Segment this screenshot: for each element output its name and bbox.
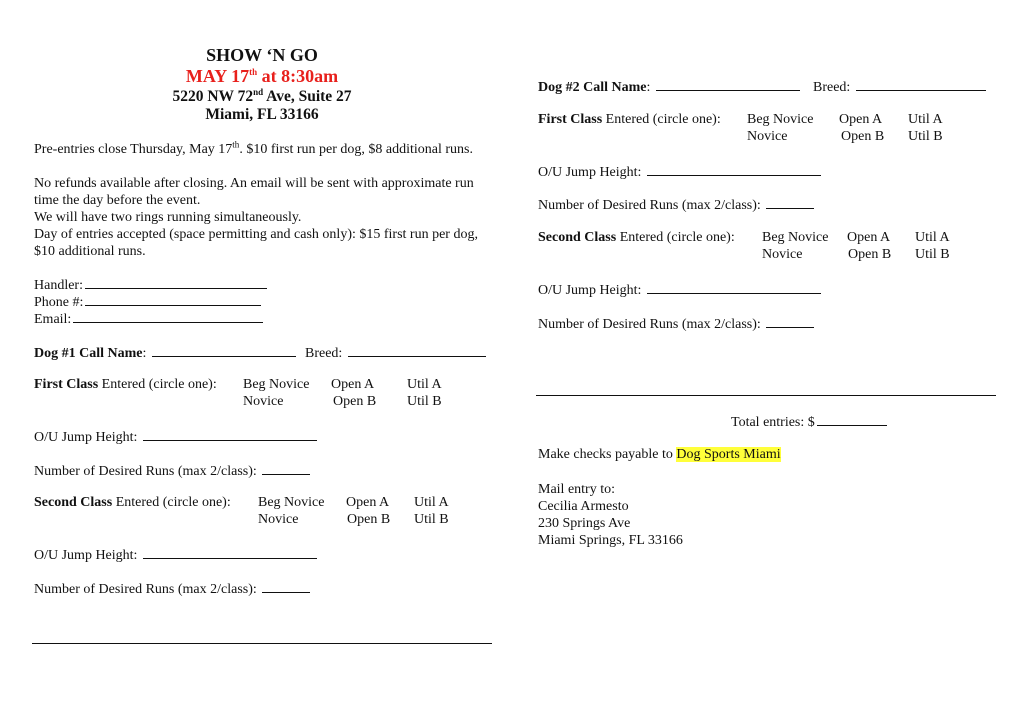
dog2-first-opt-open-a[interactable]: Open A [839,112,883,127]
dog1-second-opt-open-a[interactable]: Open A [346,495,390,510]
email-blank[interactable] [73,310,263,323]
info-preentry: Pre-entries close Thursday, May 17th. $10 first run per dog, $8 additional runs. [34,139,473,157]
dog1-second-jump-height-blank[interactable] [143,546,317,559]
event-address-line2: Miami, FL 33166 [205,106,319,123]
event-date: MAY 17th at 8:30am [185,66,339,86]
dog2-second-jump-height-field[interactable]: O/U Jump Height: [538,281,821,299]
dog1-call-name-field[interactable]: Dog #1 Call Name: [34,344,296,362]
dog2-second-class-label: Second Class Entered (circle one): [538,230,735,245]
event-address-line1: 5220 NW 72nd Ave, Suite 27 [172,86,352,105]
dog1-second-runs-blank[interactable] [262,580,310,593]
dog1-second-jump-height-field[interactable]: O/U Jump Height: [34,546,317,564]
dog2-second-opt-open-a[interactable]: Open A [847,230,891,245]
dog2-first-opt-beg-novice[interactable]: Beg Novice [747,112,814,127]
phone-field[interactable]: Phone #: [34,293,261,311]
right-divider [536,395,996,396]
dog2-second-opt-open-b[interactable]: Open B [848,247,892,262]
dog2-breed-blank[interactable] [856,78,986,91]
dog2-second-opt-novice[interactable]: Novice [762,247,803,262]
dog1-first-jump-height-blank[interactable] [143,428,317,441]
dog1-first-opt-beg-novice[interactable]: Beg Novice [243,377,310,392]
handler-field[interactable]: Handler: [34,276,267,294]
checks-payable-line: Make checks payable to Dog Sports Miami [538,447,781,462]
dog2-first-opt-util-a[interactable]: Util A [908,112,943,127]
dog1-first-class-label: First Class Entered (circle one): [34,377,217,392]
dog2-first-opt-util-b[interactable]: Util B [908,129,943,144]
total-entries-blank[interactable] [817,413,887,426]
mailing-address [538,481,683,549]
dog1-call-name-blank[interactable] [152,344,296,357]
dog1-second-opt-open-b[interactable]: Open B [347,512,391,527]
dog2-second-runs-blank[interactable] [766,315,814,328]
dog2-second-opt-util-a[interactable]: Util A [915,230,950,245]
dog2-call-name-field[interactable]: Dog #2 Call Name: [538,78,800,96]
info-refunds: No refunds available after closing. An email will be sent with approximate run time the day before the event. [34,176,474,208]
dog2-first-jump-height-blank[interactable] [647,163,821,176]
dog2-first-class-label: First Class Entered (circle one): [538,112,721,127]
dog1-first-opt-util-a[interactable]: Util A [407,377,442,392]
dog2-second-runs-field[interactable]: Number of Desired Runs (max 2/class): [538,315,814,333]
dog1-breed-blank[interactable] [348,344,486,357]
info-rings: We will have two rings running simultaneously. [34,210,302,225]
mail-city: Miami Springs, FL 33166 [538,533,683,548]
dog1-first-opt-novice[interactable]: Novice [243,394,284,409]
dog1-second-runs-field[interactable]: Number of Desired Runs (max 2/class): [34,580,310,598]
dog2-first-jump-height-field[interactable]: O/U Jump Height: [538,163,821,181]
dog1-second-opt-beg-novice[interactable]: Beg Novice [258,495,325,510]
dog1-second-class-label: Second Class Entered (circle one): [34,495,231,510]
dog1-first-runs-field[interactable]: Number of Desired Runs (max 2/class): [34,462,310,480]
dog1-second-opt-util-b[interactable]: Util B [414,512,449,527]
mail-name: Cecilia Armesto [538,499,629,514]
dog2-call-name-blank[interactable] [656,78,800,91]
dog2-breed-field[interactable]: Breed: [813,78,986,96]
event-title: SHOW ‘N GO [206,45,318,65]
handler-blank[interactable] [85,276,267,289]
dog1-first-opt-open-a[interactable]: Open A [331,377,375,392]
dog1-first-opt-util-b[interactable]: Util B [407,394,442,409]
dog2-first-runs-blank[interactable] [766,196,814,209]
dog1-first-jump-height-field[interactable]: O/U Jump Height: [34,428,317,446]
dog1-second-opt-util-a[interactable]: Util A [414,495,449,510]
mail-label: Mail entry to: [538,482,615,497]
dog2-second-opt-beg-novice[interactable]: Beg Novice [762,230,829,245]
dog2-first-opt-open-b[interactable]: Open B [841,129,885,144]
left-divider [32,643,492,644]
dog1-second-opt-novice[interactable]: Novice [258,512,299,527]
dog2-second-opt-util-b[interactable]: Util B [915,247,950,262]
email-field[interactable]: Email: [34,310,263,328]
dog1-first-runs-blank[interactable] [262,462,310,475]
dog1-first-opt-open-b[interactable]: Open B [333,394,377,409]
dog2-first-runs-field[interactable]: Number of Desired Runs (max 2/class): [538,196,814,214]
total-entries-field[interactable]: Total entries: $ [731,413,887,431]
payee-highlight: Dog Sports Miami [676,447,781,462]
dog2-first-opt-novice[interactable]: Novice [747,129,788,144]
dog2-second-jump-height-blank[interactable] [647,281,821,294]
mail-street: 230 Springs Ave [538,516,631,531]
dog1-breed-field[interactable]: Breed: [305,344,486,362]
info-day-of: Day of entries accepted (space permitting and cash only): $15 first run per dog, $10 additional runs. [34,227,478,259]
phone-blank[interactable] [85,293,261,306]
